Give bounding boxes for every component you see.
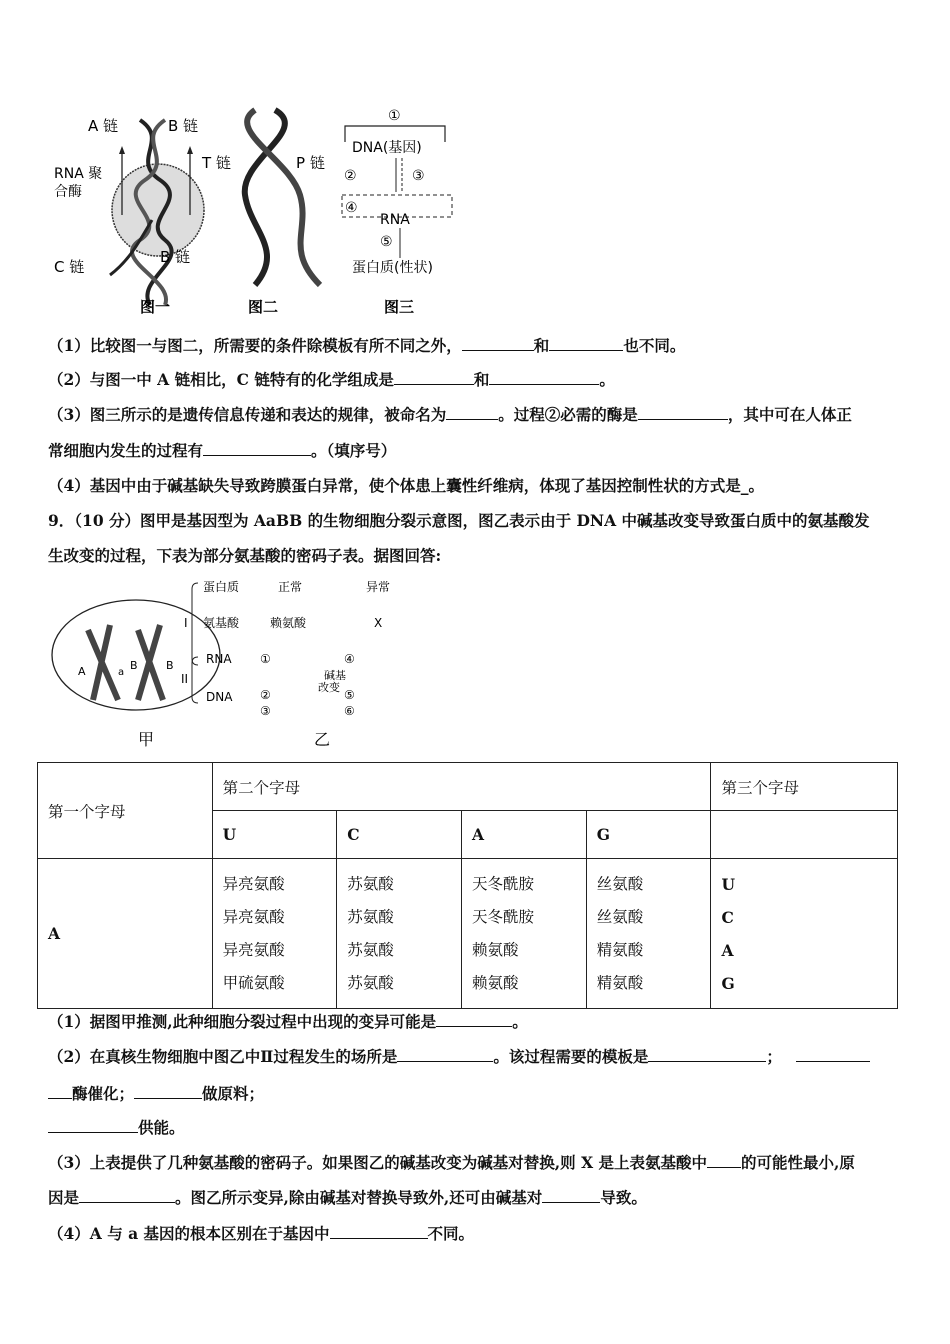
label-rna: RNA (380, 212, 410, 228)
amino-acid: 甲硫氨酸 (222, 973, 285, 992)
label-codon-5: ⑤ (344, 688, 355, 702)
label-stage-I: I (184, 616, 188, 630)
amino-acid: 精氨酸 (596, 973, 644, 992)
q8-sub-4 (48, 476, 764, 496)
label-allele-A: A (78, 665, 86, 678)
q9-sub-3 (48, 1153, 855, 1173)
q8-4-text: （4）基因中由于碱基缺失导致跨膜蛋白异常，使个体患上囊性纤维病，体现了基因控制性状的方式是_。 (48, 476, 765, 495)
q8-3-mid1: 。过程②必需的酶是 (498, 405, 638, 424)
q9-3-post: 的可能性最小,原 (741, 1153, 855, 1172)
label-process-4: ④ (345, 200, 358, 216)
q9-sub-1 (48, 1012, 528, 1032)
figure-panel-3 (342, 108, 452, 316)
answer-blank[interactable] (707, 1153, 741, 1168)
q9-2-mid: 。该过程需要的模板是 (493, 1047, 649, 1066)
amino-acid: 异亮氨酸 (222, 940, 285, 959)
amino-acid: 天冬酰胺 (472, 874, 535, 893)
answer-blank[interactable] (134, 1084, 202, 1099)
label-rna-polymerase-1: RNA 聚 (54, 166, 103, 182)
q9-1-post: 。 (512, 1012, 528, 1031)
q8-3b-text: 常细胞内发生的过程有 (48, 441, 204, 460)
figure-panel-2 (201, 110, 325, 316)
q9-stem-line2 (48, 546, 441, 566)
label-p-chain: P 链 (296, 154, 325, 172)
q8-sub-1 (48, 336, 685, 356)
q9-3b-text: 因是 (48, 1188, 80, 1207)
cell-A (462, 859, 587, 1009)
answer-blank[interactable] (489, 370, 599, 385)
p-strand (247, 110, 320, 285)
third-letter: U (721, 874, 735, 894)
amino-acid: 苏氨酸 (347, 973, 394, 992)
third-letter: C (721, 907, 734, 927)
label-codon-6: ⑥ (344, 704, 355, 718)
label-rna: RNA (206, 652, 232, 666)
q8-1-text: （1）比较图一与图二，所需要的条件除模板有所不同之外， (48, 336, 462, 355)
label-codon-3: ③ (260, 704, 271, 718)
q9-sub-3-cont (48, 1188, 647, 1208)
label-stage-II: II (181, 672, 189, 686)
answer-blank[interactable] (48, 1084, 72, 1099)
q8-3-mid2: ，其中可在人体正 (727, 405, 852, 424)
col-G: G (586, 811, 711, 859)
col-third-blank (711, 811, 898, 859)
caption-figure-3: 图三 (384, 298, 415, 316)
amino-acid: 异亮氨酸 (222, 907, 285, 926)
amino-acid: 丝氨酸 (596, 907, 644, 926)
answer-blank[interactable] (79, 1188, 175, 1203)
answer-blank[interactable] (549, 336, 623, 351)
label-protein: 蛋白质 (203, 580, 240, 594)
figure-cell-and-mutation (48, 575, 408, 755)
caption-figure-1: 图一 (140, 298, 171, 316)
amino-acid: 精氨酸 (596, 940, 644, 959)
header-second-letter: 第二个字母 (212, 763, 711, 811)
q8-3-text: （3）图三所示的是遗传信息传递和表达的规律，被命名为 (48, 405, 447, 424)
col-A: A (462, 811, 587, 859)
q9-stem-text-1: 9．（10 分）图甲是基因型为 AaBB 的生物细胞分裂示意图，图乙表示由于 DNA 中碱基改变导致蛋白质中的氨基酸发 (48, 511, 870, 530)
col-U: U (212, 811, 337, 859)
third-letter: G (721, 973, 735, 993)
arrowhead (187, 146, 193, 154)
q9-3-text: （3）上表提供了几种氨基酸的密码子。如果图乙的碱基改变为碱基对替换,则 X 是上表氨基酸中 (48, 1153, 708, 1172)
q9-sub-2-cont2 (48, 1118, 185, 1138)
q8-2-mid: 和 (473, 370, 490, 389)
answer-blank[interactable] (394, 370, 474, 385)
label-b-chain-bottom: B 链 (160, 248, 191, 266)
answer-blank[interactable] (397, 1047, 493, 1062)
label-process-2: ② (344, 168, 357, 184)
q8-sub-3-cont (48, 441, 396, 461)
answer-blank[interactable] (48, 1118, 138, 1133)
col-C: C (337, 811, 462, 859)
label-c-chain: C 链 (54, 258, 85, 276)
cell-G (586, 859, 711, 1009)
q9-stem-line1 (48, 511, 870, 531)
q8-2-text: （2）与图一中 A 链相比，C 链特有的化学组成是 (48, 370, 394, 389)
q8-sub-2 (48, 370, 615, 390)
label-dna: DNA (206, 690, 233, 704)
answer-blank[interactable] (796, 1047, 870, 1062)
amino-acid: 天冬酰胺 (472, 907, 535, 926)
label-process-1: ① (388, 108, 401, 124)
label-allele-a: a (118, 667, 125, 678)
answer-blank[interactable] (462, 336, 534, 351)
figure-dna-transcription (40, 100, 480, 320)
row-first-letter-A: A (38, 859, 213, 1009)
label-a-chain: A 链 (88, 117, 119, 135)
q9-4-post: 不同。 (427, 1224, 475, 1243)
q9-2b-post: 做原料； (202, 1084, 265, 1103)
caption-figure-2: 图二 (248, 298, 279, 316)
label-rna-polymerase-2: 合酶 (54, 184, 82, 200)
cell-C (337, 859, 462, 1009)
arrowhead (119, 146, 125, 154)
header-third-letter: 第三个字母 (711, 763, 898, 811)
label-dna-gene: DNA(基因) (352, 140, 422, 156)
q9-2c-post: 供能。 (138, 1118, 185, 1137)
q9-2-text: （2）在真核生物细胞中图乙中Ⅱ过程发生的场所是 (48, 1047, 398, 1066)
label-lysine: 赖氨酸 (270, 616, 307, 630)
q9-2-sep: ； (766, 1047, 782, 1066)
answer-blank[interactable] (446, 405, 498, 420)
amino-acid: 赖氨酸 (472, 940, 519, 959)
answer-blank[interactable] (203, 441, 311, 456)
label-allele-B2: B (166, 659, 174, 672)
figure-panel-1 (54, 117, 204, 316)
label-amino-acid: 氨基酸 (203, 616, 240, 630)
q8-3b-post: 。（填序号） (311, 441, 397, 460)
caption-yi: 乙 (314, 730, 331, 749)
label-b-chain-top: B 链 (168, 117, 199, 135)
amino-acid: 苏氨酸 (347, 907, 394, 926)
chromosome-1 (88, 625, 118, 700)
label-t-chain: T 链 (202, 154, 231, 172)
codon-table (37, 762, 898, 1009)
q9-2b-mid: 酶催化； (72, 1084, 135, 1103)
q8-sub-3 (48, 405, 852, 425)
caption-jia: 甲 (138, 730, 155, 749)
answer-blank[interactable] (436, 1012, 512, 1027)
label-normal: 正常 (278, 580, 303, 594)
label-base-change-1: 碱基 (324, 669, 346, 682)
q9-sub-4 (48, 1224, 474, 1244)
chromosome-2 (138, 625, 163, 700)
amino-acid: 苏氨酸 (347, 874, 394, 893)
q8-2-post: 。 (599, 370, 615, 389)
third-letter: A (721, 940, 734, 960)
answer-blank[interactable] (330, 1224, 428, 1239)
label-codon-4: ④ (344, 652, 355, 666)
q9-sub-2-cont (48, 1084, 264, 1104)
q9-3b-mid: 。图乙所示变异,除由碱基对替换导致外,还可由碱基对 (175, 1188, 543, 1207)
answer-blank[interactable] (638, 405, 728, 420)
label-process-3: ③ (412, 168, 425, 184)
cell-U (212, 859, 337, 1009)
figure-yi (181, 579, 390, 749)
amino-acid: 丝氨酸 (596, 874, 644, 893)
label-codon-1: ① (260, 652, 271, 666)
figure-jia (52, 600, 220, 749)
q8-1-mid: 和 (533, 336, 550, 355)
amino-acid: 苏氨酸 (347, 940, 394, 959)
label-protein-trait: 蛋白质(性状) (352, 260, 433, 276)
cell-third-letters (711, 859, 898, 1009)
label-base-change-2: 改变 (318, 681, 340, 694)
amino-acid: 异亮氨酸 (222, 874, 285, 893)
q8-1-post: 也不同。 (623, 336, 686, 355)
label-abnormal: 异常 (366, 580, 391, 594)
amino-acid: 赖氨酸 (472, 973, 519, 992)
q9-3b-post: 导致。 (600, 1188, 647, 1207)
label-process-5: ⑤ (380, 234, 393, 250)
q9-stem-text-2: 生改变的过程，下表为部分氨基酸的密码子表。据图回答: (48, 546, 442, 565)
answer-blank[interactable] (648, 1047, 766, 1062)
q9-1-text: （1）据图甲推测,此种细胞分裂过程中出现的变异可能是 (48, 1012, 437, 1031)
label-codon-2: ② (260, 688, 271, 702)
q9-sub-2 (48, 1047, 870, 1067)
q9-4-text: （4）A 与 a 基因的根本区别在于基因中 (48, 1224, 330, 1243)
cell-outline (52, 600, 220, 710)
label-x: X (374, 616, 383, 630)
header-first-letter: 第一个字母 (38, 763, 213, 859)
bracket-stage-I (192, 583, 198, 665)
answer-blank[interactable] (542, 1188, 600, 1203)
label-allele-B1: B (130, 659, 138, 672)
